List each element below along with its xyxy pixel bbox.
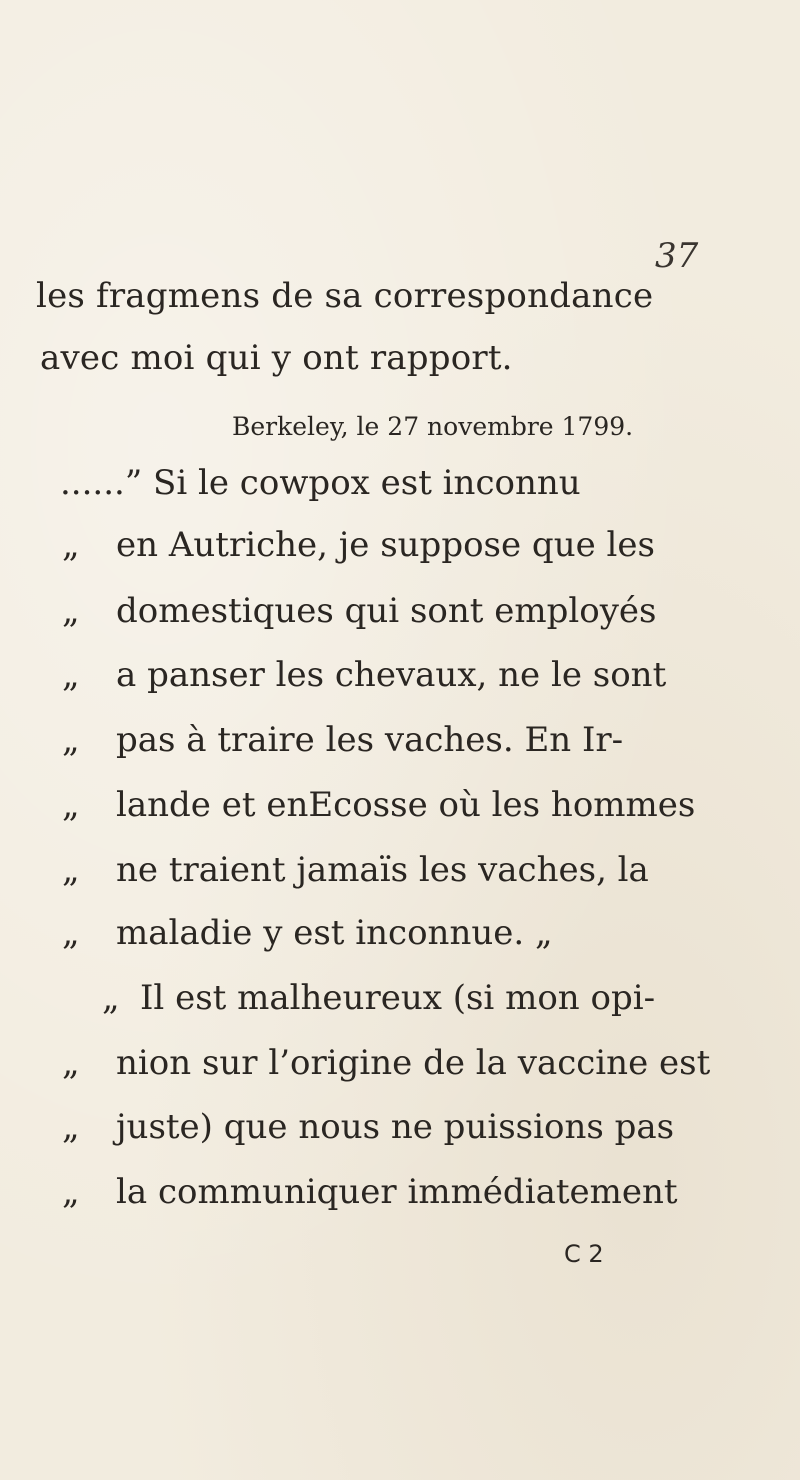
quoted-line: domestiques qui sont employés [116,591,657,631]
quoted-line: maladie y est inconnue. „ [116,913,553,953]
quote-mark: „ [62,1043,80,1083]
page-number: 37 [655,236,699,276]
quote-intro-line: ......” Si le cowpox est inconnu [60,463,581,503]
quote-mark: „ [62,655,80,695]
quoted-line: en Autriche, je suppose que les [116,525,655,565]
text-line-1: les fragmens de sa correspondance [36,276,654,316]
quote-mark: „ [102,978,120,1018]
quoted-line: lande et enEcosse où les hommes [116,785,696,825]
quote-mark: „ [62,591,80,631]
dateline: Berkeley, le 27 novembre 1799. [232,412,634,441]
quote-mark: „ [62,785,80,825]
quoted-line: a panser les chevaux, ne le sont [116,655,667,695]
text-line-2: avec moi qui y ont rapport. [40,338,513,378]
quote-mark: „ [62,525,80,565]
quote-mark: „ [62,1172,80,1212]
quote-mark: „ [62,1107,80,1147]
quote-mark: „ [62,913,80,953]
quoted-line: Il est malheureux (si mon opi- [140,978,656,1018]
catchword: C 2 [564,1240,604,1268]
quoted-line: juste) que nous ne puissions pas [116,1107,675,1147]
quoted-line: la communiquer immédiatement [116,1172,678,1212]
quoted-line: nion sur l’origine de la vaccine est [116,1043,711,1083]
quote-mark: „ [62,850,80,890]
quoted-line: ne traient jamaïs les vaches, la [116,850,649,890]
quoted-line: pas à traire les vaches. En Ir- [116,720,624,760]
quote-mark: „ [62,720,80,760]
